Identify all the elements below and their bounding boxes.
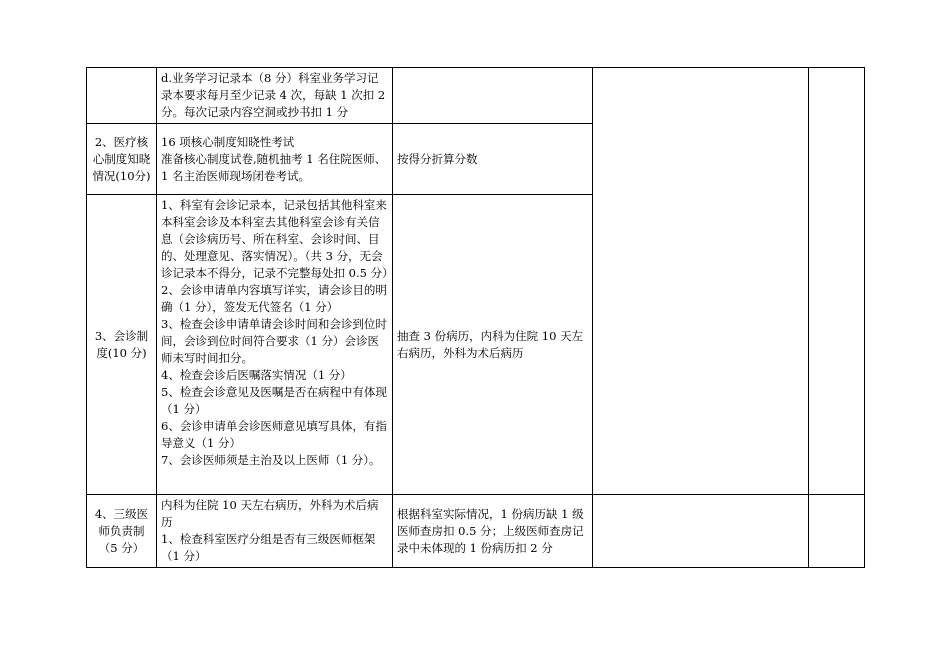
content-cell — [157, 68, 393, 124]
remark-cell — [809, 68, 865, 495]
table-row — [87, 68, 865, 124]
score-cell — [593, 495, 809, 568]
content-line: 1、检查科室医疗分组是否有三级医师框架（1 分） — [161, 532, 376, 563]
content-line: 16 项核心制度知晓性考试 — [161, 134, 295, 149]
item-cell: 2、医疗核心制度知晓情况(10分) — [87, 124, 157, 195]
content-line: 2、会诊申请单内容填写详实，请会诊目的明确（1 分），签发无代签名（1 分） — [161, 283, 387, 314]
content-cell — [157, 195, 393, 495]
content-line: 内科为住院 10 天左右病历，外科为术后病历 — [161, 498, 379, 529]
content-line: 准备核心制度试卷,随机抽考 1 名住院医师、1 名主治医师现场闭卷考试。 — [161, 151, 387, 183]
item-cell — [87, 68, 157, 124]
remark-cell — [809, 495, 865, 568]
content-line: 4、检查会诊后医嘱落实情况（1 分） — [161, 368, 352, 382]
content-line: 7、会诊医师须是主治及以上医师（1 分）。 — [161, 453, 381, 467]
method-cell: 抽查 3 份病历，内科为住院 10 天左右病历，外科为术后病历 — [393, 195, 593, 495]
score-cell — [593, 68, 809, 495]
content-line: d.业务学习记录本（8 分）科室业务学习记录本要求每月至少记录 4 次，每缺 1 次扣 2 分。每次记录内容空洞或抄书扣 1 分 — [161, 71, 386, 119]
method-cell: 按得分折算分数 — [393, 124, 593, 195]
evaluation-table — [86, 67, 865, 568]
item-cell: 4、三级医师负责制（5 分） — [87, 495, 157, 568]
content-line: 1、科室有会诊记录本，记录包括其他科室来本科室会诊及本科室去其他科室会诊有关信息（会诊病历号、所在科室、会诊时间、目的、处理意见、落实情况）。（共 3 分，无会诊记录本不得分，记录不完整每处扣 0.5 分） — [161, 198, 394, 280]
method-cell: 根据科室实际情况，1 份病历缺 1 级医师查房扣 0.5 分；上级医师查房记录中未体现的 1 份病历扣 2 分 — [393, 495, 593, 568]
content-line: 5、检查会诊意见及医嘱是否在病程中有体现（1 分） — [161, 385, 387, 416]
content-cell — [157, 124, 393, 195]
content-cell — [157, 495, 393, 568]
table-row — [87, 495, 865, 568]
method-cell — [393, 68, 593, 124]
content-line: 3、检查会诊申请单请会诊时间和会诊到位时间，会诊到位时间符合要求（1 分）会诊医师未写时间扣分。 — [161, 317, 387, 365]
content-line: 6、会诊申请单会诊医师意见填写具体，有指导意义（1 分） — [161, 419, 387, 450]
item-cell: 3、会诊制度(10 分) — [87, 195, 157, 495]
